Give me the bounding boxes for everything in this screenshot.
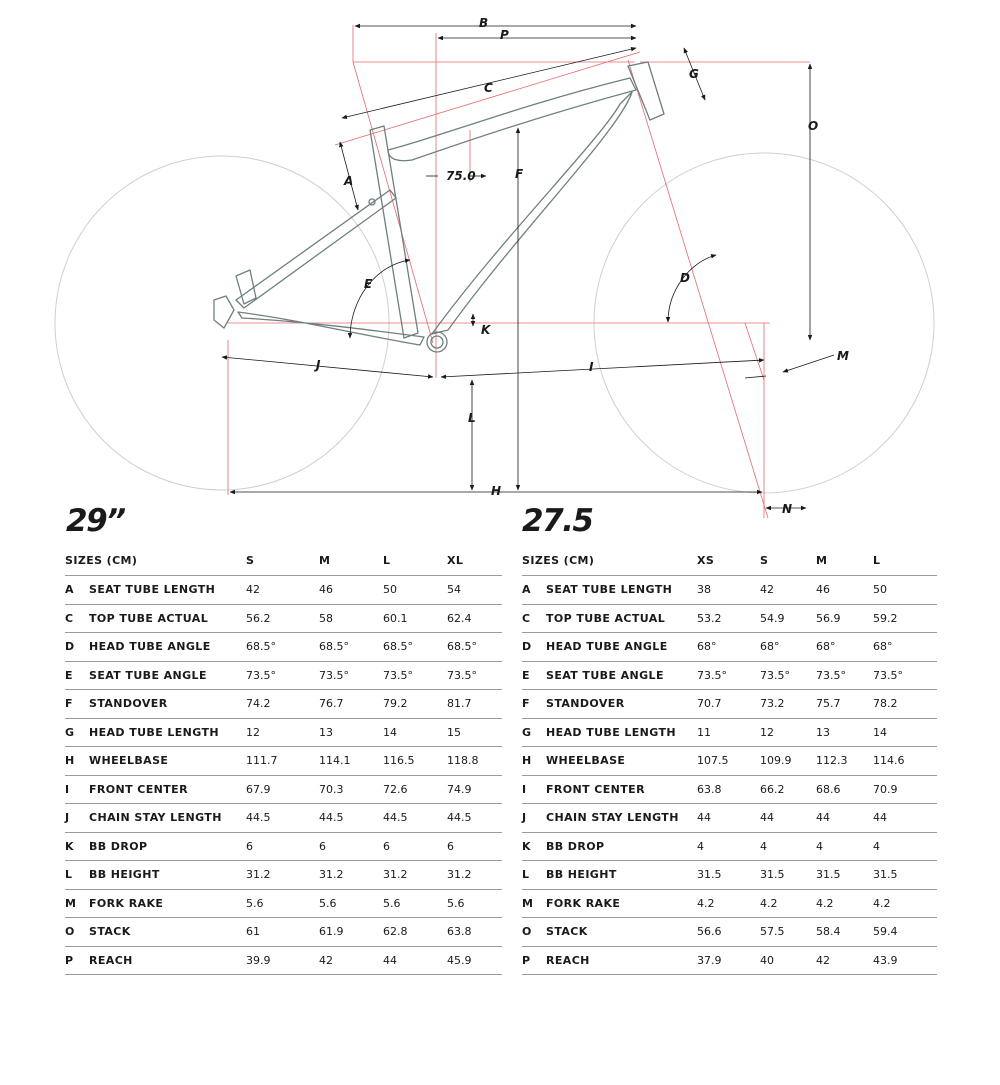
row-value: 75.7	[816, 690, 873, 719]
label-n: N	[782, 502, 793, 516]
row-value: 68.5°	[447, 633, 502, 662]
label-b: B	[479, 16, 489, 30]
row-label: WHEELBASE	[89, 747, 246, 776]
label-h: H	[491, 484, 502, 498]
row-value: 44	[873, 804, 937, 833]
row-code: K	[65, 832, 89, 861]
row-label: SEAT TUBE ANGLE	[546, 661, 697, 690]
table-row	[522, 604, 937, 633]
row-code: J	[522, 804, 546, 833]
row-value: 73.5°	[447, 661, 502, 690]
row-value: 6	[447, 832, 502, 861]
row-label: HEAD TUBE ANGLE	[89, 633, 246, 662]
row-value: 68°	[873, 633, 937, 662]
row-value: 12	[246, 718, 319, 747]
table-row	[522, 747, 937, 776]
table-row	[65, 832, 502, 861]
row-label: STANDOVER	[89, 690, 246, 719]
row-value: 63.8	[697, 775, 760, 804]
table-row	[65, 633, 502, 662]
row-code: L	[65, 861, 89, 890]
row-value: 44.5	[246, 804, 319, 833]
row-value: 11	[697, 718, 760, 747]
label-f: F	[515, 167, 524, 181]
row-value: 73.5°	[760, 661, 816, 690]
row-label: BB DROP	[89, 832, 246, 861]
table-row	[522, 661, 937, 690]
row-code: O	[522, 918, 546, 947]
label-e: E	[364, 277, 373, 291]
table-row	[65, 804, 502, 833]
row-value: 5.6	[319, 889, 383, 918]
row-value: 68.5°	[319, 633, 383, 662]
row-label: SEAT TUBE LENGTH	[546, 576, 697, 605]
row-value: 31.2	[447, 861, 502, 890]
row-label: FRONT CENTER	[89, 775, 246, 804]
reference-lines	[228, 25, 810, 518]
table-header-row	[522, 545, 937, 576]
label-k: K	[481, 323, 491, 337]
row-label: FORK RAKE	[546, 889, 697, 918]
row-value: 116.5	[383, 747, 447, 776]
label-l: L	[468, 411, 476, 425]
row-value: 31.2	[246, 861, 319, 890]
row-label: CHAIN STAY LENGTH	[546, 804, 697, 833]
row-label: FRONT CENTER	[546, 775, 697, 804]
label-c: C	[484, 81, 493, 95]
table-row	[522, 775, 937, 804]
row-value: 12	[760, 718, 816, 747]
table-row	[65, 946, 502, 975]
geometry-table-275	[522, 545, 937, 975]
row-code: M	[65, 889, 89, 918]
table-row	[65, 775, 502, 804]
label-m: M	[837, 349, 849, 363]
header-size: L	[873, 545, 937, 576]
row-value: 68.5°	[246, 633, 319, 662]
row-code: P	[522, 946, 546, 975]
table-row	[65, 690, 502, 719]
row-value: 4	[873, 832, 937, 861]
row-value: 53.2	[697, 604, 760, 633]
row-label: SEAT TUBE ANGLE	[89, 661, 246, 690]
label-p: P	[500, 28, 509, 42]
table-row	[65, 747, 502, 776]
row-label: WHEELBASE	[546, 747, 697, 776]
row-value: 15	[447, 718, 502, 747]
row-value: 4.2	[697, 889, 760, 918]
row-value: 63.8	[447, 918, 502, 947]
row-value: 50	[873, 576, 937, 605]
row-value: 111.7	[246, 747, 319, 776]
table-row	[65, 718, 502, 747]
row-value: 14	[873, 718, 937, 747]
row-value: 62.8	[383, 918, 447, 947]
row-code: G	[65, 718, 89, 747]
row-value: 38	[697, 576, 760, 605]
row-value: 44	[697, 804, 760, 833]
header-size: XS	[697, 545, 760, 576]
table-275-title: 27.5	[522, 503, 593, 539]
row-label: TOP TUBE ACTUAL	[89, 604, 246, 633]
row-value: 68.5°	[383, 633, 447, 662]
row-value: 6	[383, 832, 447, 861]
label-i: I	[589, 360, 594, 374]
row-value: 31.5	[873, 861, 937, 890]
row-code: A	[65, 576, 89, 605]
row-value: 44.5	[319, 804, 383, 833]
geometry-table-29	[65, 545, 502, 975]
row-value: 78.2	[873, 690, 937, 719]
row-label: HEAD TUBE ANGLE	[546, 633, 697, 662]
row-code: F	[65, 690, 89, 719]
row-value: 40	[760, 946, 816, 975]
row-code: A	[522, 576, 546, 605]
row-value: 45.9	[447, 946, 502, 975]
label-d: D	[680, 271, 690, 285]
row-value: 73.5°	[246, 661, 319, 690]
row-value: 6	[246, 832, 319, 861]
row-value: 62.4	[447, 604, 502, 633]
row-value: 61	[246, 918, 319, 947]
row-value: 31.5	[697, 861, 760, 890]
header-size: S	[246, 545, 319, 576]
row-label: REACH	[546, 946, 697, 975]
row-value: 5.6	[246, 889, 319, 918]
header-size: S	[760, 545, 816, 576]
row-value: 114.6	[873, 747, 937, 776]
label-g: G	[689, 67, 699, 81]
row-value: 5.6	[447, 889, 502, 918]
row-label: BB HEIGHT	[546, 861, 697, 890]
header-size: M	[816, 545, 873, 576]
header-size: L	[383, 545, 447, 576]
row-value: 66.2	[760, 775, 816, 804]
table-row	[522, 946, 937, 975]
row-label: HEAD TUBE LENGTH	[546, 718, 697, 747]
row-code: E	[65, 661, 89, 690]
row-code: C	[65, 604, 89, 633]
row-label: CHAIN STAY LENGTH	[89, 804, 246, 833]
row-value: 42	[816, 946, 873, 975]
table-row	[65, 604, 502, 633]
header-sizes: SIZES (CM)	[522, 545, 697, 576]
row-value: 68°	[697, 633, 760, 662]
row-code: I	[522, 775, 546, 804]
row-label: STANDOVER	[546, 690, 697, 719]
row-value: 70.3	[319, 775, 383, 804]
row-value: 44.5	[383, 804, 447, 833]
row-value: 79.2	[383, 690, 447, 719]
row-value: 42	[246, 576, 319, 605]
row-value: 42	[760, 576, 816, 605]
row-value: 31.5	[760, 861, 816, 890]
row-code: D	[65, 633, 89, 662]
dimension-lines	[222, 26, 834, 508]
row-value: 44	[760, 804, 816, 833]
row-value: 13	[319, 718, 383, 747]
row-value: 76.7	[319, 690, 383, 719]
row-value: 73.5°	[319, 661, 383, 690]
row-value: 59.4	[873, 918, 937, 947]
row-label: REACH	[89, 946, 246, 975]
row-code: C	[522, 604, 546, 633]
row-code: F	[522, 690, 546, 719]
row-value: 31.2	[319, 861, 383, 890]
header-sizes: SIZES (CM)	[65, 545, 246, 576]
header-size: XL	[447, 545, 502, 576]
table-row	[522, 832, 937, 861]
row-value: 44	[383, 946, 447, 975]
row-value: 56.2	[246, 604, 319, 633]
row-value: 46	[816, 576, 873, 605]
row-value: 44.5	[447, 804, 502, 833]
label-j: J	[316, 358, 321, 372]
row-code: M	[522, 889, 546, 918]
row-value: 74.9	[447, 775, 502, 804]
row-code: K	[522, 832, 546, 861]
label-seat-angle: 75.0	[446, 169, 476, 183]
row-value: 31.5	[816, 861, 873, 890]
row-code: J	[65, 804, 89, 833]
label-a: A	[344, 174, 354, 188]
row-value: 4.2	[873, 889, 937, 918]
row-value: 54.9	[760, 604, 816, 633]
row-value: 68°	[816, 633, 873, 662]
table-row	[522, 576, 937, 605]
row-value: 4	[760, 832, 816, 861]
row-value: 4.2	[816, 889, 873, 918]
row-value: 73.2	[760, 690, 816, 719]
row-value: 50	[383, 576, 447, 605]
row-value: 37.9	[697, 946, 760, 975]
row-label: TOP TUBE ACTUAL	[546, 604, 697, 633]
row-value: 107.5	[697, 747, 760, 776]
row-value: 60.1	[383, 604, 447, 633]
row-value: 114.1	[319, 747, 383, 776]
table-header-row	[65, 545, 502, 576]
row-code: H	[522, 747, 546, 776]
row-value: 68.6	[816, 775, 873, 804]
row-label: STACK	[89, 918, 246, 947]
row-value: 13	[816, 718, 873, 747]
row-value: 39.9	[246, 946, 319, 975]
row-value: 43.9	[873, 946, 937, 975]
bike-frame	[214, 62, 664, 352]
row-value: 4	[697, 832, 760, 861]
row-value: 5.6	[383, 889, 447, 918]
row-value: 6	[319, 832, 383, 861]
row-value: 58.4	[816, 918, 873, 947]
label-o: O	[808, 119, 819, 133]
row-code: E	[522, 661, 546, 690]
row-label: BB HEIGHT	[89, 861, 246, 890]
table-row	[522, 918, 937, 947]
table-row	[65, 861, 502, 890]
row-code: O	[65, 918, 89, 947]
table-row	[522, 804, 937, 833]
bike-geometry-diagram	[0, 0, 1000, 525]
row-value: 67.9	[246, 775, 319, 804]
row-value: 46	[319, 576, 383, 605]
table-row	[65, 576, 502, 605]
row-value: 61.9	[319, 918, 383, 947]
table-row	[65, 889, 502, 918]
header-size: M	[319, 545, 383, 576]
row-label: FORK RAKE	[89, 889, 246, 918]
row-code: G	[522, 718, 546, 747]
row-value: 73.5°	[873, 661, 937, 690]
table-row	[522, 633, 937, 662]
row-label: BB DROP	[546, 832, 697, 861]
table-row	[65, 661, 502, 690]
row-code: L	[522, 861, 546, 890]
row-label: HEAD TUBE LENGTH	[89, 718, 246, 747]
row-value: 70.7	[697, 690, 760, 719]
row-value: 74.2	[246, 690, 319, 719]
row-value: 4.2	[760, 889, 816, 918]
row-value: 81.7	[447, 690, 502, 719]
table-row	[522, 718, 937, 747]
row-value: 31.2	[383, 861, 447, 890]
row-value: 73.5°	[816, 661, 873, 690]
row-code: D	[522, 633, 546, 662]
row-value: 59.2	[873, 604, 937, 633]
row-value: 73.5°	[383, 661, 447, 690]
row-value: 14	[383, 718, 447, 747]
table-row	[522, 889, 937, 918]
row-value: 57.5	[760, 918, 816, 947]
row-value: 58	[319, 604, 383, 633]
row-label: STACK	[546, 918, 697, 947]
row-value: 68°	[760, 633, 816, 662]
row-code: P	[65, 946, 89, 975]
row-value: 56.6	[697, 918, 760, 947]
table-29-title: 29”	[66, 503, 125, 539]
row-value: 73.5°	[697, 661, 760, 690]
table-row	[65, 918, 502, 947]
row-value: 109.9	[760, 747, 816, 776]
row-code: H	[65, 747, 89, 776]
row-value: 112.3	[816, 747, 873, 776]
row-value: 4	[816, 832, 873, 861]
row-label: SEAT TUBE LENGTH	[89, 576, 246, 605]
table-row	[522, 861, 937, 890]
table-row	[522, 690, 937, 719]
row-value: 118.8	[447, 747, 502, 776]
row-value: 70.9	[873, 775, 937, 804]
row-code: I	[65, 775, 89, 804]
row-value: 44	[816, 804, 873, 833]
row-value: 54	[447, 576, 502, 605]
row-value: 72.6	[383, 775, 447, 804]
row-value: 42	[319, 946, 383, 975]
row-value: 56.9	[816, 604, 873, 633]
